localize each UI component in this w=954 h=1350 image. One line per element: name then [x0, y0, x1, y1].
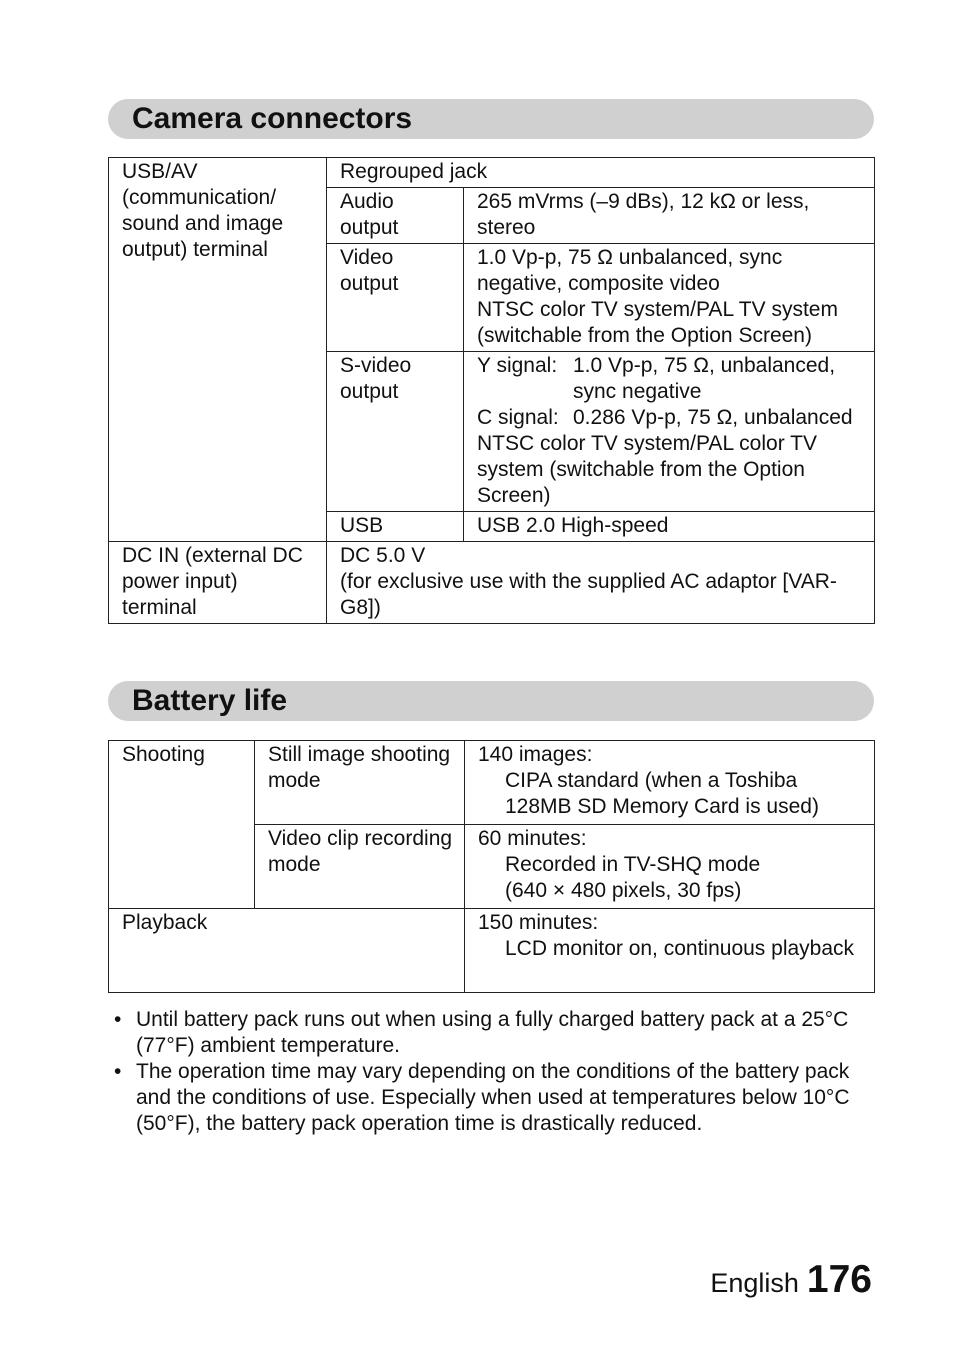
bullet-icon: • [114, 1008, 122, 1031]
usb-value: USB 2.0 High-speed [464, 512, 875, 542]
playback-duration: 150 minutes: [478, 911, 599, 934]
shooting-label: Shooting [109, 741, 255, 909]
video-clip-duration: 60 minutes: [478, 827, 587, 850]
video-output-label: Video output [327, 244, 464, 352]
video-clip-mode: Recorded in TV-SHQ mode [505, 853, 761, 876]
y-signal-line [477, 353, 866, 405]
playback-condition: LCD monitor on, continuous playback [505, 937, 855, 960]
usb-label: USB [327, 512, 464, 542]
usb-av-terminal-label: USB/AV (communication/ sound and image output) terminal [109, 158, 327, 542]
table-row [109, 158, 875, 188]
still-image-mode-value [465, 741, 875, 825]
footer-language: English [710, 1268, 799, 1298]
table-row [109, 741, 875, 825]
playback-value [465, 909, 875, 993]
video-clip-mode-label: Video clip recording mode [255, 825, 465, 909]
c-signal-label: C signal: [477, 406, 559, 429]
table-row [109, 909, 875, 993]
video-output-value [464, 244, 875, 352]
still-image-count: 140 images: [478, 743, 593, 766]
svideo-system: NTSC color TV system/PAL color TV system (switchable from the Option Screen) [477, 432, 817, 507]
c-signal-line [477, 405, 866, 431]
table-row [109, 542, 875, 624]
bullet-icon: • [114, 1060, 122, 1083]
video-output-spec: 1.0 Vp-p, 75 Ω unbalanced, sync negative, composite video [477, 246, 783, 295]
y-signal-label: Y signal: [477, 354, 558, 377]
dc-in-value [327, 542, 875, 624]
audio-output-value: 265 mVrms (–9 dBs), 12 kΩ or less, stereo [464, 188, 875, 244]
camera-connectors-table [108, 157, 875, 624]
battery-notes [114, 1007, 874, 1137]
y-signal-value: 1.0 Vp-p, 75 Ω, unbalanced, sync negative [573, 354, 836, 403]
playback-label: Playback [109, 909, 465, 993]
note-text: Until battery pack runs out when using a fully charged battery pack at a 25°C (77°F) ambient temperature. [136, 1008, 849, 1057]
regrouped-jack-label: Regrouped jack [327, 158, 875, 188]
still-image-condition: CIPA standard (when a Toshiba 128MB SD Memory Card is used) [505, 769, 819, 818]
note-text: The operation time may vary depending on the conditions of the battery pack and the conditions of use. Especially when used at temperatures below 10°C (50°F), the battery pack operation time is drastically reduced. [136, 1060, 850, 1135]
dc-in-note: (for exclusive use with the supplied AC adaptor [VAR-G8]) [340, 570, 837, 619]
camera-connectors-header [108, 99, 874, 139]
video-clip-mode-value [465, 825, 875, 909]
battery-life-table [108, 740, 875, 993]
still-image-mode-label: Still image shooting mode [255, 741, 465, 825]
page-number: 176 [806, 1258, 872, 1301]
dc-in-terminal-label: DC IN (external DC power input) terminal [109, 542, 327, 624]
video-clip-resolution: (640 × 480 pixels, 30 fps) [505, 879, 742, 902]
svideo-output-value [464, 352, 875, 512]
list-item [114, 1007, 874, 1059]
page-footer [710, 1258, 872, 1302]
camera-connectors-title: Camera connectors [132, 102, 413, 135]
dc-in-voltage: DC 5.0 V [340, 544, 426, 567]
battery-life-header [108, 681, 874, 721]
list-item [114, 1059, 874, 1137]
c-signal-value: 0.286 Vp-p, 75 Ω, unbalanced [573, 406, 853, 429]
video-output-system: NTSC color TV system/PAL TV system (switchable from the Option Screen) [477, 298, 838, 347]
audio-output-label: Audio output [327, 188, 464, 244]
svideo-output-label: S-video output [327, 352, 464, 512]
battery-life-title: Battery life [132, 684, 288, 717]
